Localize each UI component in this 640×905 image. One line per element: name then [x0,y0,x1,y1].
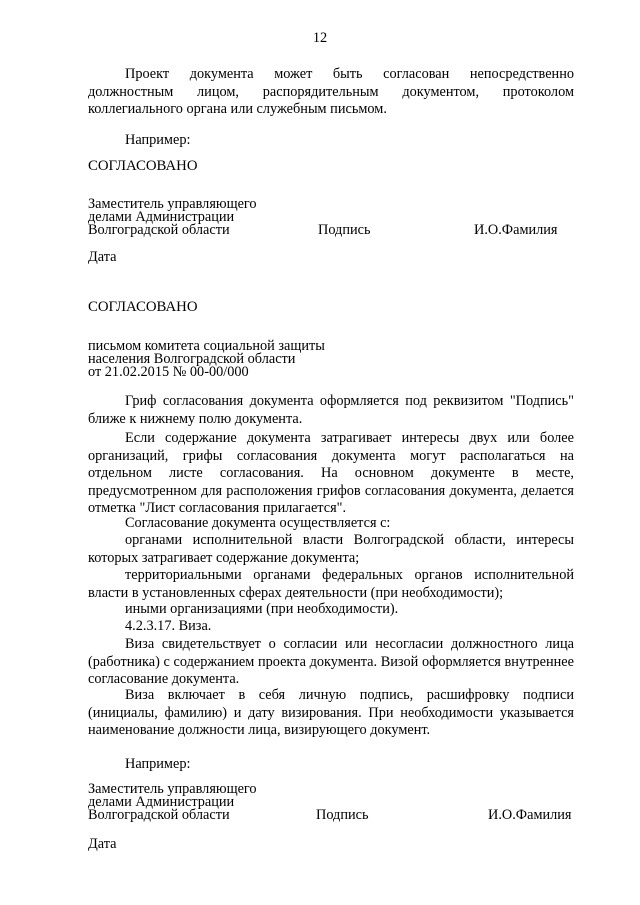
body-paragraph: иными организациями (при необходимости). [125,601,399,617]
body-paragraph: Если содержание документа затрагивает интересы двух или более организаций, грифы согласования документа могут располагаться на отдельном листе согласования. На основном документе в месте, предусмотренном для расположения грифов согласования документа, делается отметка "Лист согласования прилагается". [88,430,574,517]
body-paragraph: Виза свидетельствует о согласии или несогласии должностного лица (работника) с содержанием проекта документа. Визой оформляется внутреннее согласование документа. [88,636,574,688]
position-line: Заместитель управляющего [88,196,257,212]
body-paragraph: Гриф согласования документа оформляется под реквизитом "Подпись" ближе к нижнему полю документа. [88,393,574,427]
intro-paragraph: Проект документа может быть согласован непосредственно должностным лицом, распорядительным документом, протоколом коллегиального органа или служебным письмом. [88,66,574,118]
letter-line: письмом комитета социальной защиты [88,338,325,354]
position-line: Волгоградской области [88,222,230,238]
body-paragraph: Согласование документа осуществляется с: [125,515,391,531]
signature-label: Подпись [316,807,369,823]
position-line: делами Администрации [88,794,235,810]
name-label: И.О.Фамилия [474,222,558,238]
page-number: 12 [312,30,328,46]
position-line: делами Администрации [88,209,235,225]
signature-label: Подпись [318,222,371,238]
position-line: Волгоградской области [88,807,230,823]
approval-heading: СОГЛАСОВАНО [88,158,198,174]
example-label: Например: [125,756,191,772]
approval-heading: СОГЛАСОВАНО [88,299,198,315]
date-label: Дата [88,249,117,265]
date-label: Дата [88,836,117,852]
body-paragraph: органами исполнительной власти Волгоградской области, интересы которых затрагивает содержание документа; [88,532,574,566]
name-label: И.О.Фамилия [488,807,572,823]
section-heading: 4.2.3.17. Виза. [125,618,212,634]
body-paragraph: территориальными органами федеральных органов исполнительной власти в установленных сферах деятельности (при необходимости); [88,567,574,601]
body-paragraph: Виза включает в себя личную подпись, расшифровку подписи (инициалы, фамилию) и дату визирования. При необходимости указывается наименование должности лица, визирующего документ. [88,687,574,739]
letter-line: населения Волгоградской области [88,351,296,367]
position-line: Заместитель управляющего [88,781,257,797]
letter-line: от 21.02.2015 № 00-00/000 [88,364,249,380]
example-label: Например: [125,132,191,148]
